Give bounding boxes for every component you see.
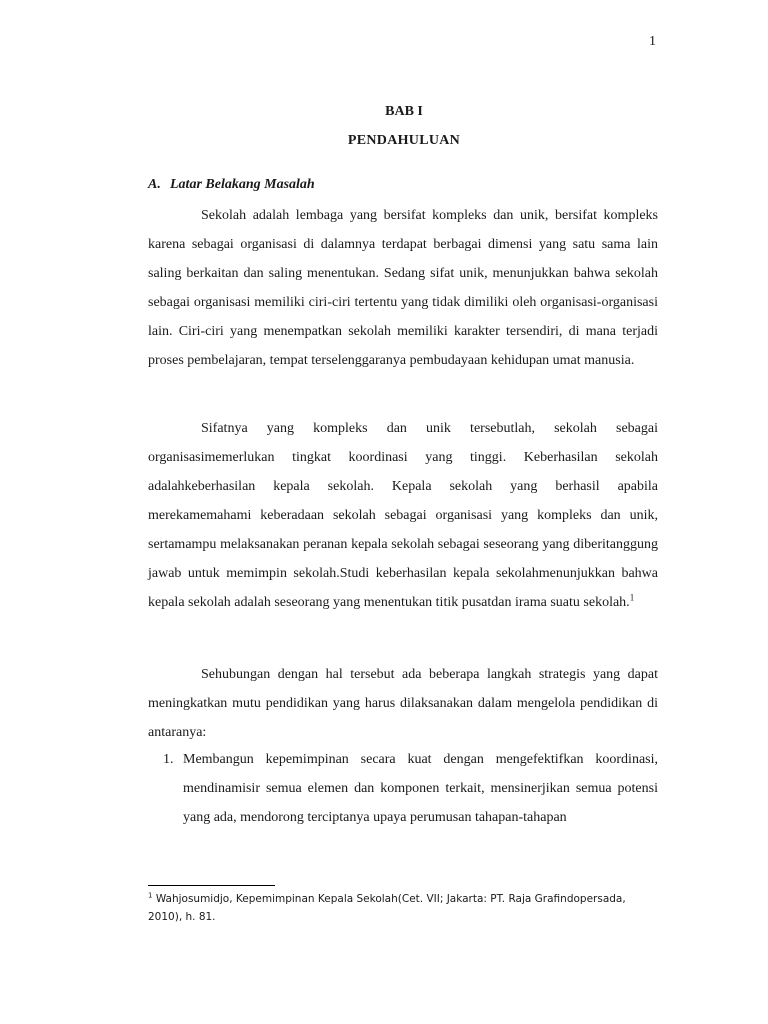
footnote-separator bbox=[148, 885, 275, 886]
paragraph-3: Sehubungan dengan hal tersebut ada beberapa langkah strategis yang dapat meningkatkan mutu pendidikan yang harus dilaksanakan dalam mengelola pendidikan di antaranya: bbox=[148, 667, 658, 740]
chapter-title: PENDAHULUAN bbox=[347, 133, 461, 148]
footnote-text: Wahjosumidjo, Kepemimpinan Kepala Sekolah(Cet. VII; Jakarta: PT. Raja Grafindopersada, 2010), h. 81. bbox=[148, 893, 626, 923]
strategy-list bbox=[163, 745, 658, 832]
section-label: A. bbox=[148, 177, 161, 192]
paragraph-1: Sekolah adalah lembaga yang bersifat kompleks dan unik, bersifat kompleks karena sebagai organisasi di dalamnya terdapat berbagai dimensi yang satu sama lain saling berkaitan dan saling menentukan. Sedang sifat unik, menunjukkan bahwa sekolah sebagai organisasi memiliki ciri-ciri tertentu yang tidak dimiliki oleh organisasi-organisasi lain. Ciri-ciri yang menempatkan sekolah memiliki karakter tersendiri, di mana terjadi proses pembelajaran, tempat terselenggaranya pembudayaan kehidupan umat manusia. bbox=[148, 208, 658, 368]
footnote-mark: 1 bbox=[148, 891, 153, 900]
paragraph-2 bbox=[148, 414, 658, 617]
footnote bbox=[148, 890, 648, 926]
paragraph-2-text: Sifatnya yang kompleks dan unik tersebutlah, sekolah sebagai organisasimemerlukan tingkat koordinasi yang tinggi. Keberhasilan sekolah adalahkeberhasilan kepala sekolah. Kepala sekolah yang berhasil apabila merekamemahami keberadaan sekolah sebagai organisasi yang kompleks dan unik, sertamampu melaksanakan peranan kepala sekolah sebagai seseorang yang diberitanggung jawab untuk memimpin sekolah.Studi keberhasilan kepala sekolahmenunjukkan bahwa kepala sekolah adalah seseorang yang menentukan titik pusatdan irama suatu sekolah. bbox=[148, 421, 658, 610]
page-number: 1 bbox=[649, 34, 656, 49]
section-title bbox=[148, 177, 315, 193]
footnote-reference[interactable]: 1 bbox=[629, 592, 635, 603]
section-title-text: Latar Belakang Masalah bbox=[170, 177, 315, 192]
list-item-number: 1. bbox=[163, 752, 174, 767]
list-item bbox=[163, 745, 658, 832]
chapter-heading: BAB I bbox=[385, 104, 423, 119]
list-item-text: Membangun kepemimpinan secara kuat dengan mengefektifkan koordinasi, mendinamisir semua elemen dan komponen terkait, mensinerjikan semua potensi yang ada, mendorong terciptanya upaya perumusan tahapan-tahapan bbox=[183, 752, 658, 825]
